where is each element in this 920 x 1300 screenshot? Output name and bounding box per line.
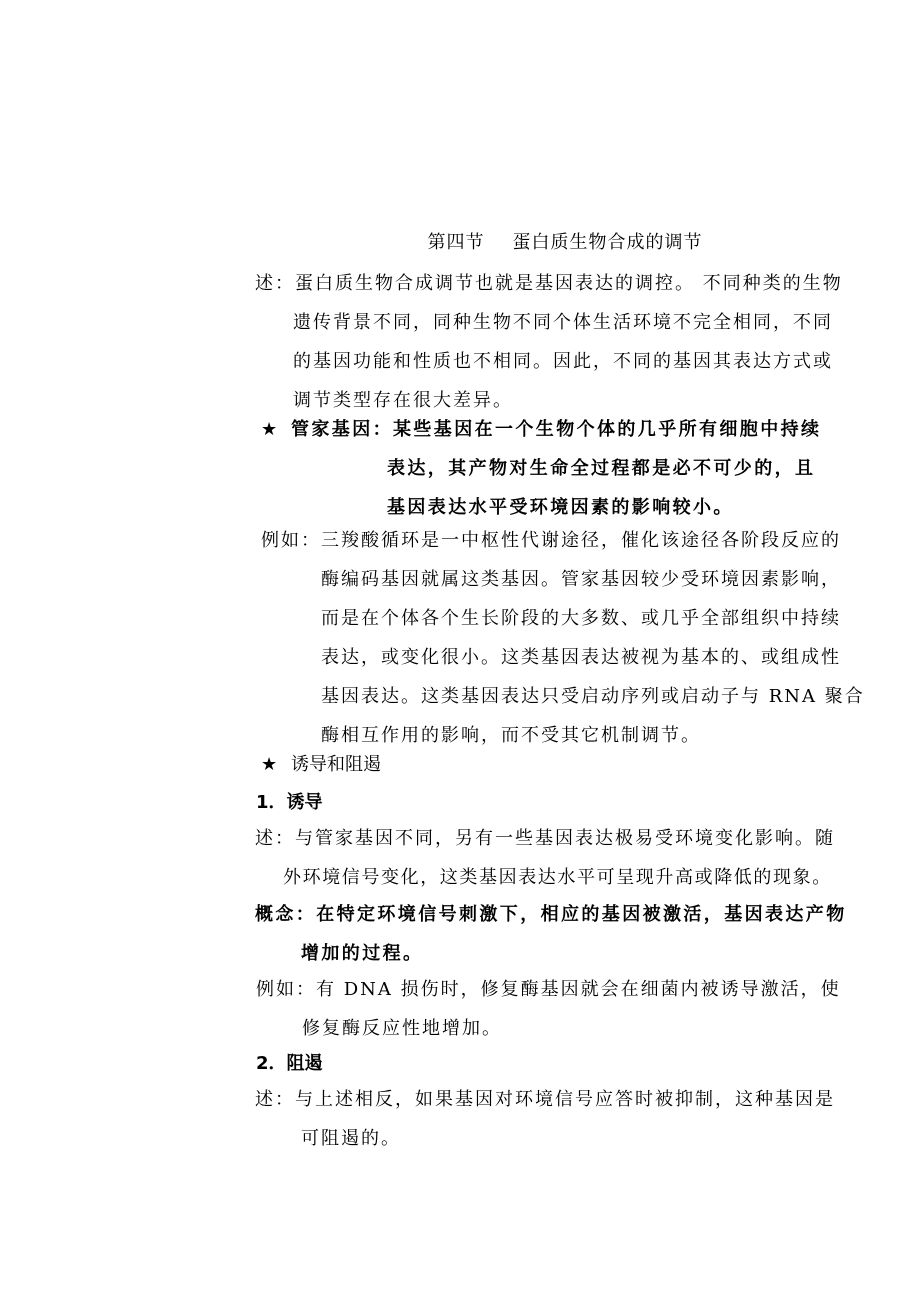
housekeeping-line-3: 基因表达水平受环境因素的影响较小。: [387, 497, 734, 518]
example1-line-5: 基因表达。这类基因表达只受启动序列或启动子与 RNA 聚合: [321, 686, 865, 707]
example1-line-4: 表达，或变化很小。这类基因表达被视为基本的、或组成性: [321, 647, 841, 668]
intro-paragraph: [255, 264, 867, 420]
induction-desc-line-2: 外环境信号变化，这类基因表达水平可呈现升高或降低的现象。: [283, 867, 832, 888]
section-title-text: 蛋白质生物合成的调节: [512, 232, 703, 253]
example1-line-1: 例如：三羧酸循环是一中枢性代谢途径，催化该途径各阶段反应的: [261, 530, 841, 551]
repression-description: [255, 1080, 875, 1158]
concept-line-1: 概念：在特定环境信号刺激下，相应的基因被激活，基因表达产物: [255, 904, 847, 925]
housekeeping-definition: [261, 410, 881, 527]
section-title: [0, 232, 920, 254]
housekeeping-line-1: ★ 管家基因：某些基因在一个生物个体的几乎所有细胞中持续: [261, 410, 881, 449]
example-paragraph-1: [261, 521, 873, 755]
star-icon: ★: [261, 754, 278, 775]
housekeeping-line-2: 表达，其产物对生命全过程都是必不可少的，且: [387, 458, 816, 479]
induction-repression-heading: ★ 诱导和阻遏: [261, 754, 381, 775]
star-icon: ★: [261, 419, 280, 440]
induction-description: [255, 819, 875, 897]
intro-line-2: 遗传背景不同，同种生物不同个体生活环境不完全相同，不同: [293, 312, 833, 333]
example2-line-2: 修复酶反应性地增加。: [302, 1018, 502, 1039]
concept-line-2: 增加的过程。: [301, 943, 424, 964]
induction-desc-line-1: 述：与管家基因不同，另有一些基因表达极易受环境变化影响。随: [255, 828, 835, 849]
subheading-repression: 2．阻遏: [256, 1053, 323, 1074]
example-paragraph-2: [256, 970, 876, 1048]
intro-line-3: 的基因功能和性质也不相同。因此，不同的基因其表达方式或: [293, 351, 833, 372]
subheading-induction: 1．诱导: [256, 792, 323, 813]
example1-line-2: 酶编码基因就属这类基因。管家基因较少受环境因素影响，: [321, 569, 841, 590]
example1-line-3: 而是在个体各个生长阶段的大多数、或几乎全部组织中持续: [321, 608, 841, 629]
induction-concept: [255, 895, 875, 973]
intro-line-1: 述： 蛋白质生物合成调节也就是基因表达的调控。 不同种类的生物: [255, 273, 843, 294]
example2-line-1: 例如：有 DNA 损伤时，修复酶基因就会在细菌内被诱导激活，使: [256, 979, 841, 1000]
section-number: 第四节: [427, 232, 485, 253]
repression-desc-line-1: 述：与上述相反，如果基因对环境信号应答时被抑制，这种基因是: [255, 1089, 835, 1110]
example1-line-6: 酶相互作用的影响，而不受其它机制调节。: [321, 725, 701, 746]
intro-line-4: 调节类型存在很大差异。: [293, 390, 513, 411]
repression-desc-line-2: 可阻遏的。: [301, 1128, 401, 1149]
